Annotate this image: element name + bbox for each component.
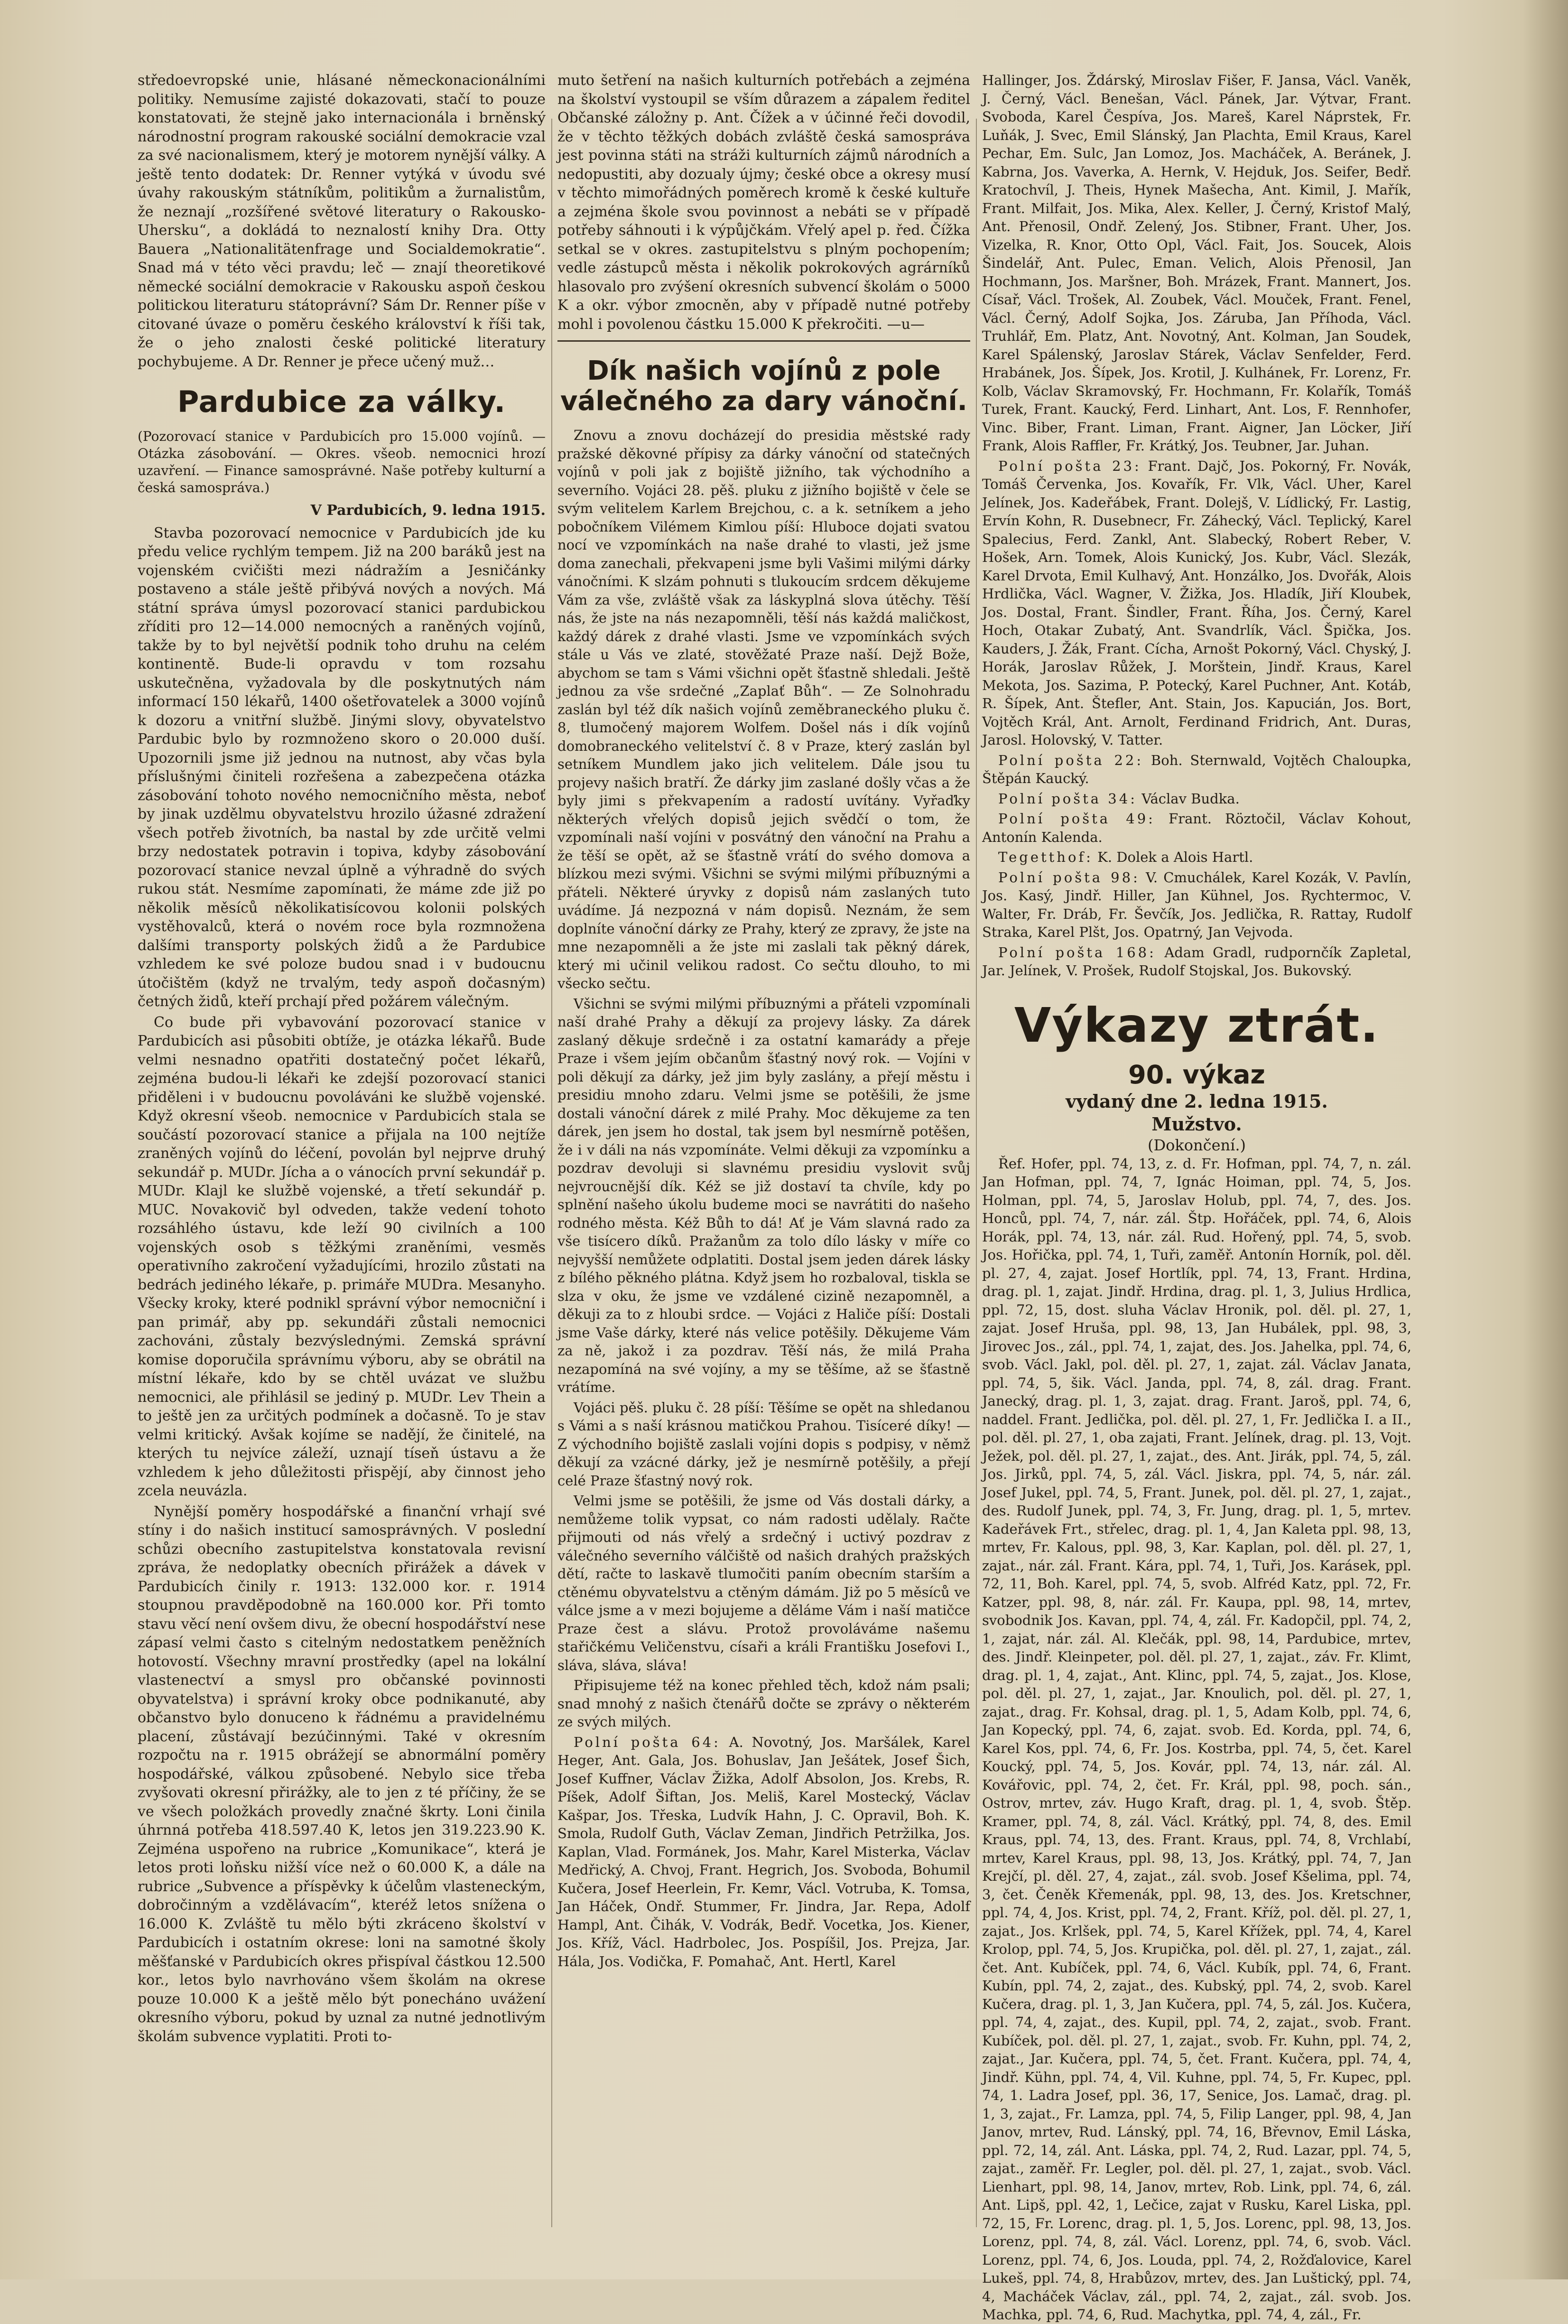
page-edge-shadow — [1523, 0, 1568, 2279]
article-paragraph: Znovu a znovu docházejí do presidia městské rady pražské děkovné přípisy za dárky vánoční od statečných vojínů v poli jak z bojiště jižního, tak východního a severního. Vojáci 28. pěš. pluku z jižního bojiště v čele se svým velitelem Karlem Brejchou, c. a k. setníkem a jeho pobočníkem Vilémem Kimlou píší: Hluboce dojati svatou nocí ve vzpomínkách na naše drahé to vlasti, jež jsme doma zanechali, překvapeni jsme byli Vašimi milými dárky vánočními. K slzám pohnuti s tlukoucím srdcem děkujeme Vám za vše, zvláště však za láskyplná slova útěchy. Těší nás, že jste na nás nezapomněli, těší nás každá maličkost, každý dárek z drahé vlasti. Jsme ve vzpomínkách svých stále u Vás ve zlaté, stověžaté Praze naší. Dejž Bože, abychom se tam s Vámi všichni opět šťastně shledali. Ještě jednou za vše srdečné „Zaplať Bůh“. — Ze Solnohradu zaslán byl též dík našich vojínů zeměbraneckého pluku č. 8, tlumočený majorem Wolfem. Došel nás i dík vojínů domobraneckého velitelství č. 8 v Praze, který zaslán byl setníkem Mundlem jako jich velitelem. Dále jsou tu projevy našich bratří. Že dárky jim zaslané došly včas a že byly jimi s překvapením a radostí uvítány. Vyřaďky některých vřelých dopisů jejich svědčí o tom, že vzpomínali naší vojíni v posvátný den vánoční na Prahu a že těší se opět, až se šťastně vrátí do svého domova a blízkou mezi svými. Všichni se svými milými příbuznými a přáteli. Některé úryvky z dopisů nám zaslaných tuto uvádíme. Já nezpozná v nám dopisů. Neznám, že sem doplníte vánoční dárky ze Prahy, který ze zpravy, že jste na mne nezapomněli a že jste mi zaslali tak pěkný dárek, který mi učinil velikou radost. Co sečtu dlouho, to mi všecko sečtu. — [557, 427, 970, 991]
field-post-names: Václav Budka. — [1141, 790, 1240, 807]
column-1 — [138, 71, 546, 2237]
report-number: 90. výkaz — [1128, 1059, 1265, 1090]
column-2 — [557, 71, 970, 2237]
article-paragraph: Připisujeme též na konec přehled těch, kdož nám psali; snad mnohý z našich čtenářů dočte se zprávy o některém ze svých milých. — [557, 1677, 970, 1730]
field-post-names: Frant. Röztočil, Václav Kohout, Antonín Kalenda. — [982, 811, 1412, 845]
field-post-names: K. Dolek a Alois Hartl. — [1097, 849, 1253, 865]
field-post-entry — [982, 810, 1411, 846]
article-paragraph: Vojáci pěš. pluku č. 28 píší: Těšíme se opět na shledanou s Vámi a s naší krásnou matičkou Prahou. Tisíceré díky! — Z východního bojiště zaslali vojíni dopis s podpisy, v němž děkují za vzácné dárky, jež je nesmírně potěšily, a přejí celé Praze šťastný nový rok. — [557, 1399, 970, 1489]
continuation-note: (Dokončení.) — [1147, 1136, 1246, 1154]
field-post-names: Boh. Sternwald, Vojtěch Chaloupka, Štěpán Kaucký. — [982, 752, 1412, 786]
field-post-label: Polní pošta 49: — [998, 811, 1155, 827]
article-dateline: V Pardubicích, 9. ledna 1915. — [310, 502, 546, 519]
intro-paragraph: středoevropské unie, hlásané německonacionálními politiky. Nemusíme zajisté dokazovati, stačí to pouze konstatovati, že stejně jako internacionála i brněnský národnostní program rakouské sociální demokracie vzal za své nacionalismem, který je motorem nynější války. A ještě tento dodatek: Dr. Renner vytýká v úvodu své úvahy rakouským státníkům, politikům a žurnalistům, že neznají „rozšířené světové literatury o Rakousko-Uhersku“, a dokládá to neznalostí knihy Dra. Otty Bauera „Nationalitätenfrage und Socialdemokratie“. Snad má v této věci pravdu; leč — znají theoretikové německé sociální demokracie v Rakousku aspoň českou politickou literaturu státoprávní? Sám Dr. Renner píše v citované úvaze o poměru českého království k říši tak, že o jeho znalosti české politické literatury pochybujeme. A Dr. Renner je přece učený muž… — [138, 72, 546, 370]
article-subnote: (Pozorovací stanice v Pardubicích pro 15.000 vojínů. — Otázka zásobování. — Okres. všeob. nemocnici hrozí uzavření. — Finance samosprávné. Naše potřeby kulturní a česká samospráva.) — [138, 429, 546, 495]
field-post-label: Polní pošta 98: — [998, 869, 1140, 886]
field-post-label: Tegetthof: — [998, 849, 1093, 865]
article-paragraph: Velmi jsme se potěšili, že jsme od Vás dostali dárky, a nemůžeme tolik vypsat, co nám radosti udělaly. Račte přijmouti od nás vřelý a srdečný i uctivý pozdrav z válečného severního válčiště od našich drahých pražských dětí, račte to laskavě tlumočiti paním obecním starším a ctěnému obyvatelstvu a ctěným dámám. Již po 5 měsíců ve válce jsme a v mezi bojujeme a děláme Vám i naší matičce Praze čest a slávu. Protož provoláváme našemu stařičkému Veličenstvu, císaři a králi Františku Josefovi I., sláva, sláva, sláva! — [557, 1493, 970, 1673]
field-post-label: Polní pošta 168: — [998, 944, 1156, 961]
column-3 — [982, 71, 1412, 2323]
field-post-names: Adam Gradl, rudpornčík Zapletal, Jar. Jelínek, V. Prošek, Rudolf Stojskal, Jos. Bukovský. — [982, 944, 1411, 979]
field-post-names: V. Cmuchálek, Karel Kozák, V. Pavlín, Jos. Kasý, Jindř. Hiller, Jan Kühnel, Jos. Rychtermoc, V. Walter, Fr. Dráb, Fr. Ševčík, Jos. Jedlička, R. Rattay, Rudolf Straka, Karel Plšt, Jos. Opatrný, Jan Vejvoda. — [982, 869, 1412, 940]
field-post-entry — [982, 943, 1411, 980]
divider — [557, 340, 970, 342]
section-title: Mužstvo. — [1151, 1113, 1242, 1135]
column-rule-1 — [551, 119, 552, 2227]
article-heading-pardubice: Pardubice za války. — [177, 384, 506, 419]
field-post-label: Polní pošta 22: — [998, 752, 1144, 768]
field-post-entry — [557, 1733, 970, 1971]
field-post-label: Polní pošta 34: — [998, 790, 1137, 807]
article-paragraph: Co bude při vybavování pozorovací stanice v Pardubicích asi působiti obtíže, je otázka lékařů. Bude velmi nesnadno opatřiti dostatečný počet lékařů, zejména budou-li lékaři ke zdejší pozorovací stanici přiděleni i v budoucnu povoláváni ke službě vojenské. Když okresní všeob. nemocnice v Pardubicích stala se součástí pozorovací stanice a přijala na 100 nejtíže zraněných vojínů do léčení, povolán byl nejprve druhý sekundář p. MUDr. Jícha a o vánocích první sekundář p. MUDr. Klajl ke službě vojenské, a třetí sekundář p. MUC. Novakovič byl odveden, takže vedení tohoto rozsáhlého ústavu, kde leží 90 civilních a 100 vojenských osob s těžkými zraněními, vesměs operativního zakročení vyžadujícími, hrozilo zůstati na bedrách jediného lékaře, p. primáře MUDra. Mesanyho. Všecky kroky, které podnikl správní výbor nemocniční i pan primář, aby pp. sekundáři zůstali nemocnici zachováni, zůstaly bezvýslednými. Zemská správní komise doporučila správnímu výboru, aby se obrátil na místní lékaře, kdo by se chtěl uvázat ve službu nemocnici, ale přihlásil se jediný p. MUDr. Lev Thein a to ještě jen za určitých podmínek a dočasně. To je stav velmi kritický. Avšak kojíme se nadějí, že činitelé, na kterých tu nejvíce záleží, uznají tíseň ústavu a že vzhledem k jeho důležitosti přispějí, aby činnost jeho zcela neuvázla. — [138, 1014, 546, 1499]
article-paragraph: Nynější poměry hospodářské a finanční vrhají své stíny i do našich institucí samosprávných. V poslední schůzi obecního zastupitelstva konstatovala revisní zpráva, že nedoplatky obecních přirážek a dávek v Pardubicích činily r. 1913: 132.000 kor. r. 1914 stoupnou pravděpodobně na 160.000 kor. Při tomto stavu věcí není ovšem divu, že obecní hospodářství nese zápasí velmi často s citelným nedostatkem peněžních hotovostí. Všechny mravní prostředky (apel na lokální vlastenectví a smysl pro občanské povinnosti obyvatelstva) i správní kroky obce podnikanuté, aby občanstvo bylo donuceno k řádnému a pravidelnému placení, zůstávají bezúčinnými. Také v okresním rozpočtu na r. 1915 obrážejí se abnormální poměry hospodářské, válkou způsobené. Nebylo sice třeba zvyšovati okresní přirážky, ale to jen z té příčiny, že se ve všech položkách provedly značné škrty. Loni činila úhrnná potřeba 418.597.40 K, letos jen 319.223.90 K. Zejména uspořeno na rubrice „Komunikace“, která je letos proti loňsku nižší více než o 60.000 K, a dále na rubrice „Subvence a příspěvky k účelům vlasteneckým, dobročinným a vzdělávacím“, kteréž letos snížena o 16.000 K. Zvláště tu mělo býti zkráceno školství v Pardubicích i ostatním okrese: loni na samotné školy měšťanské v Pardubicích okres přispíval částkou 12.500 kor., letos bylo navrhováno všem školám na okrese pouze 10.000 K a ještě mělo být ponecháno uvážení okresního výboru, pokud by uznal za nutné jednotlivým školám subvence vyplatiti. Proti to- — [138, 1503, 546, 2045]
article-paragraph: muto šetření na našich kulturních potřebách a zejména na školství vystoupil se vším důrazem a zápalem ředitel Občanské záložny p. Ant. Čížek a v účinné řeči dovodil, že v těchto těžkých dobách zvláště česká samospráva jest povinna státi na stráži kulturních zájmů národních a nedopustiti, aby dozualy újmy; české obce a okresy musí v těchto mimořádných poměrech kromě k české kultuře a zejména škole svou povinnost a nebáti se v případě potřeby sáhnouti i k výpůjčkám. Vřelý apel p. řed. Čížka setkal se v okres. zastupitelstvu s plným pochopením; vedle zástupců města i několik pokrokových agrárníků hlasovalo pro zvýšení okresních subvencí školám o 5000 K a okr. výbor zmocněn, aby v případě nutné potřeby mohl i povolenou částku 15.000 K překročiti. —u— — [557, 72, 970, 333]
column-rule-2 — [976, 119, 977, 2227]
field-post-entry — [982, 868, 1411, 942]
article-paragraph: Všichni se svými milými příbuznými a přáteli vzpomínali naší drahé Prahy a děkují za projevy lásky. Za dárek zaslaný děkuje srdečně i za ostatní kamarády a přeje Praze i všem jejím občanům šťastný nový rok. — Vojíni v poli děkují za dárky, jež jim byly zaslány, a přejí městu i presidiu mnoho zdaru. Velmi jsme se potěšili, že jsme dostali vánoční dárek z milé Prahy. Moc děkujeme za ten dárek, jen jsem ho dostal, tak jsem byl nesmírně potěšen, že i v dáli na nás vzpomínáte. Velmi děkuji za vzpomínku a pozdrav devoluji si slavnému presidiu vyslovit svůj nejvroucnější dík. Kéž se již dostaví ta chvíle, kdy po splnění našeho úkolu budeme moci se navrátiti do našeho rodného města. Kéž Bůh to dá! Ať je Vám slavná rado za vše tisícero díků. Pražanům za tolo dílo lásky v míře co nejvyšší nemůžete odplatiti. Dostal jsem jeden dárek lásky z bílého pěkného plátna. Když jsem ho rozbaloval, tiskla se slza v oku, že jsme ve vzdálené cizině nezapomněl, a děkuji za to z hloubi srdce. — Vojáci z Haliče píší: Dostali jsme Vaše dárky, které nás velice potěšily. Děkujeme Vám za ně, jakož i za pozdrav. Těší nás, že milá Praha nezapomíná na své vojíny, a my se těšíme, až se šťastně vrátíme. — [557, 995, 970, 1395]
field-post-label: Polní pošta 23: — [998, 457, 1141, 474]
field-post-names: Frant. Dajč, Jos. Pokorný, Fr. Novák, Tomáš Červenka, Jos. Kovařík, Fr. Vlk, Václ. Uher, Karel Jelínek, Jos. Kadeřábek, Frant. Dolejš, V. Lídlický, Fr. Lastig, Ervín Kohn, R. Dusebnecr, Fr. Záhecký, Václ. Teplický, Karel Spalecius, Ferd. Zankl, Ant. Slabecký, Robert Reber, V. Hošek, Arn. Tomek, Alois Kunický, Jos. Kubr, Václ. Slezák, Karel Drvota, Emil Kulhavý, Ant. Honzálko, Jos. Dvořák, Alois Hrdlička, Václ. Wagner, V. Žižka, Jos. Hladík, Jiří Kloubek, Jos. Dostal, Frant. Šindler, Frant. Říha, Jos. Černý, Karel Hoch, Otakar Zubatý, Ant. Svandrlík, Václ. Špička, Jos. Kauders, J. Žák, Frant. Cícha, Arnošt Pokorný, Václ. Chyský, J. Horák, Jaroslav Růžek, J. Morštein, Jindř. Kraus, Karel Mekota, Jos. Sazima, P. Potecký, Karel Puchner, Ant. Kotáb, R. Šípek, Ant. Štefler, Ant. Stain, Jos. Kapucián, Jos. Bort, Vojtěch Král, Ant. Arnolt, Ferdinand Fridrich, Ant. Duras, Jarosl. Holovský, V. Tatter. — [982, 457, 1412, 748]
field-post-entry — [982, 751, 1411, 788]
field-post-label: Polní pošta 64: — [574, 1734, 721, 1750]
field-post-entry — [982, 790, 1411, 808]
names-list: Hallinger, Jos. Ždárský, Miroslav Fišer, F. Jansa, Václ. Vaněk, J. Černý, Václ. Benešan, Václ. Pánek, Jar. Výtvar, Frant. Svoboda, Karel Čespíva, Jos. Mareš, Karel Náprstek, Fr. Luňák, J. Svec, Emil Slánský, Jan Plachta, Emil Kraus, Karel Pechar, Em. Sulc, Jan Lomoz, Jos. Macháček, A. Beránek, J. Kabrna, Jos. Vaverka, A. Hernk, V. Hejduk, Jos. Seifer, Bedř. Kratochvíl, J. Theis, Hynek Mašecha, Ant. Kimil, J. Mařík, Frant. Milfait, Jos. Mika, Alex. Keller, J. Černý, Kristof Malý, Ant. Přenosil, Ondř. Zelený, Jos. Stibner, Frant. Uher, Jos. Vizelka, R. Knor, Otto Opl, Václ. Fait, Jos. Soucek, Alois Šindelář, Ant. Pulec, Eman. Velich, Alois Přenosil, Jan Hochmann, Jos. Maršner, Boh. Mrázek, Frant. Mannert, Jos. Císař, Václ. Trošek, Al. Zoubek, Václ. Mouček, Frant. Fenel, Václ. Černý, Adolf Sojka, Jos. Záruba, Jan Příhoda, Václ. Truhlář, Em. Platz, Ant. Novotný, Ant. Kolman, Jan Soudek, Karel Spálenský, Jaroslav Stárek, Václav Senfelder, Ferd. Hrabánek, Jos. Šípek, Jos. Krotil, J. Kulhánek, Fr. Lorenz, Fr. Kolb, Václav Skramovský, Fr. Hochmann, Fr. Kolařík, Tomáš Turek, Frant. Kaucký, Ferd. Linhart, Ant. Los, F. Rennhofer, Vinc. Biber, Frant. Liman, Frant. Aigner, Jan Löcker, Jiří Frank, Alois Raffler, Fr. Krátký, Jos. Teubner, Jar. Juhan. — [982, 72, 1411, 454]
field-post-names: A. Novotný, Jos. Maršálek, Karel Heger, Ant. Gala, Jos. Bohuslav, Jan Ješátek, Josef Šich, Josef Kuffner, Václav Žižka, Adolf Absolon, Jos. Krebs, R. Píšek, Adolf Šiftan, Jos. Meliš, Karel Mostecký, Václav Kašpar, Jos. Třeska, Ludvík Hahn, J. C. Opravil, Boh. K. Smola, Rudolf Guth, Václav Zeman, Jindřich Petržilka, Jos. Kaplan, Vlad. Formánek, Jos. Mahr, Karel Misterka, Václav Medřický, A. Chvoj, Frant. Hegrich, Jos. Svoboda, Bohumil Kučera, Josef Heerlein, Fr. Kemr, Václ. Votruba, K. Tomsa, Jan Háček, Ondř. Stummer, Fr. Jindra, Jar. Repa, Adolf Hampl, Ant. Čihák, V. Vodrák, Bedř. Vocetka, Jos. Kiener, Jos. Kříž, Václ. Hadrbolec, Jos. Pospíšil, Jos. Prejza, Jar. Hála, Jos. Vodička, F. Pomahač, Ant. Hertl, Karel — [557, 1734, 971, 1969]
article-paragraph: Stavba pozorovací nemocnice v Pardubicích jde ku předu velice rychlým tempem. Již na 200 baráků jest na vojenském cvičišti mezi nádražím a Jesničánky postaveno a stále ještě přibývá nových a nových. Má státní správa úmysl pozorovací stanici pardubickou zříditi pro 12—14.000 nemocných a raněných vojínů, takže by to byl největší podnik toho druhu na celém kontinentě. Bude-li opravdu v tom rozsahu uskutečněna, vyžadovala by dle poskytnutých nám informací 150 lékařů, 1400 ošetřovatelek a 3000 vojínů k dozoru a vnitřní službě. Jinými slovy, obyvatelstvo Pardubic bylo by rozmnoženo skoro o 20.000 duší. Upozornili jsme již jednou na nutnost, aby včas byla příslušnými činiteli rozřešena a zabezpečena otázka zásobování tohoto nového nemocničního města, neboť by jinak uzdělmu obyvatelstvu hrozilo úžasné zdražení všech potřeb životních, ba nastal by zde určitě velmi brzy nedostatek potravin i topiva, kdyby zásobování pozorovací stanice nevzal úplně a výhradně do svých rukou stát. Nesmíme zapomínati, že máme zde již po několik měsíců několikatisícovou kolonii polských vystěhovalců, která o novém roce byla rozmnožena dalšími transporty polských židů a že Pardubice vzhledem ke své poloze budou snad i v budoucnu útočištěm (když ne trvalým, tedy aspoň dočasným) četných židů, kteří prchají před požárem válečným. — [138, 524, 546, 1010]
article-heading-dik: Dík našich vojínů z pole válečného za dary vánoční. — [560, 355, 967, 417]
field-post-entry — [982, 848, 1411, 867]
report-date: vydaný dne 2. ledna 1915. — [1066, 1090, 1328, 1112]
losses-heading: Výkazy ztrát. — [1014, 997, 1380, 1053]
field-post-entry — [982, 457, 1411, 749]
losses-list: Řef. Hofer, ppl. 74, 13, z. d. Fr. Hofman, ppl. 74, 7, n. zál. Jan Hofman, ppl. 74, 7, Ignác Hoiman, ppl. 74, 5, Jos. Holman, ppl. 74, 5, Jaroslav Holub, ppl. 74, 7, des. Jos. Honců, ppl. 74, 7, nár. zál. Štp. Hořáček, ppl. 74, 6, Alois Horák, ppl. 74, 13, nár. zál. Rud. Hořený, ppl. 74, 5, svob. Jos. Hořička, ppl. 74, 1, Tuři, zaměř. Antonín Horník, pol. děl. pl. 27, 4, zajat. Josef Hortlík, ppl. 74, 13, Frant. Hrdina, drag. pl. 1, zajat. Jindř. Hrdina, drag. pl. 1, 3, Julius Hrdlica, ppl. 72, 15, dost. sluha Václav Hronik, pol. děl. pl. 27, 1, zajat. Josef Hruša, ppl. 98, 13, Jan Hubálek, ppl. 98, 3, Jirovec Jos., zál., ppl. 74, 1, zajat, des. Jos. Jahelka, ppl. 74, 6, svob. Václ. Jakl, pol. děl. pl. 27, 1, zajat. zál. Václav Janata, ppl. 74, 5, šik. Václ. Janda, ppl. 74, 8, zál. drag. Frant. Janecký, drag. pl. 1, 3, zajat. drag. Frant. Jaroš, ppl. 74, 6, naddel. Frant. Jedlička, pol. děl. pl. 27, 1, Fr. Jedlička I. a II., pol. děl. pl. 27, 1, oba zajati, Frant. Jelínek, drag. pl. 13, Vojt. Ježek, pol. děl. pl. 27, 1, zajat., des. Ant. Jirák, ppl. 74, 5, zál. Jos. Jirků, ppl. 74, 5, zál. Václ. Jiskra, ppl. 74, 5, nár. zál. Josef Jukel, ppl. 74, 5, Frant. Junek, pol. děl. pl. 27, 1, zajat., des. Rudolf Junek, ppl. 74, 3, Fr. Jung, drag. pl. 1, 5, mrtev. Kadeřávek Frt., střelec, drag. pl. 1, 4, Jan Kaleta ppl. 98, 13, mrtev, Fr. Kalous, ppl. 98, 3, Kar. Kaplan, pol. děl. pl. 27, 1, zajat., nár. zál. Frant. Kára, ppl. 74, 1, Tuři, Jos. Karásek, ppl. 72, 11, Boh. Karel, ppl. 74, 5, svob. Alfréd Katz, ppl. 72, Fr. Katzer, ppl. 98, 8, nár. zál. Fr. Kaupa, ppl. 98, 14, mrtev, svobodnik Jos. Kavan, ppl. 74, 4, zál. Fr. Kadopčil, ppl. 74, 2, 1, zajat, nár. zál. Al. Klečák, ppl. 98, 14, Pardubice, mrtev, des. Jindř. Kleinpeter, pol. děl. pl. 27, 1, zajat., záv. Fr. Klimt, drag. pl. 1, 4, zajat., Ant. Klinc, ppl. 74, 5, zajat., Jos. Klose, pol. děl. pl. 27, 1, zajat., Jar. Knoulich, pol. děl. pl. 27, 1, zajat., drag. Fr. Kohsal, drag. pl. 1, 5, Adam Kolb, ppl. 74, 6, Jan Kopecký, ppl. 74, 6, zajat. svob. Ed. Korda, ppl. 74, 6, Karel Kos, ppl. 74, 6, Fr. Jos. Kostrba, ppl. 74, 5, čet. Karel Koucký, ppl. 74, 5, Jos. Kovár, ppl. 74, 13, nár. zál. Al. Kovářovic, ppl. 74, 2, čet. Fr. Král, ppl. 98, poch. sán., Ostrov, mrtev, záv. Hugo Kraft, drag. pl. 1, 4, svob. Štěp. Kramer, ppl. 74, 8, zál. Václ. Krátký, ppl. 74, 8, des. Emil Kraus, ppl. 74, 13, des. Frant. Kraus, ppl. 74, 8, Vrchlabí, mrtev, Karel Kraus, ppl. 98, 13, Jos. Krátký, ppl. 74, 7, Jan Krejčí, pl. děl. 27, 4, zajat., zál. svob. Josef Kšelima, ppl. 74, 3, čet. Čeněk Křemenák, ppl. 98, 13, des. Jos. Kretschner, ppl. 74, 4, Jos. Krist, ppl. 74, 2, Frant. Kříž, pol. děl. pl. 27, 1, zajat., Jos. Krlšek, ppl. 74, 5, Karel Křížek, ppl. 74, 4, Karel Krolop, ppl. 74, 5, Jos. Krupička, pol. děl. pl. 27, 1, zajat., zál. čet. Ant. Kubíček, ppl. 74, 6, Václ. Kubík, ppl. 74, 6, Frant. Kubín, ppl. 74, 2, zajat., des. Kubský, ppl. 74, 2, svob. Karel Kučera, drag. pl. 1, 3, Jan Kučera, ppl. 74, 5, zál. Jos. Kučera, ppl. 74, 4, zajat., des. Kupil, ppl. 74, 2, zajat., svob. Frant. Kubíček, pol. děl. pl. 27, 1, zajat., svob. Fr. Kuhn, ppl. 74, 2, zajat., Jar. Kučera, ppl. 74, 5, čet. Frant. Kučera, ppl. 74, 4, Jindř. Kühn, ppl. 74, 4, Vil. Kuhne, ppl. 74, 5, Fr. Kupec, ppl. 74, 1. Ladra Josef, ppl. 36, 17, Senice, Jos. Lamač, drag. pl. 1, 3, zajat., Fr. Lamza, ppl. 74, 5, Filip Langer, ppl. 98, 4, Jan Janov, mrtev, Rud. Lánský, ppl. 74, 16, Břevnov, Emil Láska, ppl. 72, 14, zál. Ant. Láska, ppl. 74, 2, Rud. Lazar, ppl. 74, 5, zajat., zaměř. Fr. Legler, pol. děl. pl. 27, 1, zajat., svob. Václ. Lienhart, ppl. 98, 14, Janov, mrtev, Rob. Link, ppl. 74, 6, zál. Ant. Lipš, ppl. 42, 1, Lečice, zajat v Rusku, Karel Liska, ppl. 72, 15, Fr. Lorenc, drag. pl. 1, 5, Jos. Lorenc, ppl. 98, 13, Jos. Lorenz, ppl. 74, 8, zál. Václ. Lorenz, ppl. 74, 6, svob. Václ. Lorenz, ppl. 74, 6, Jos. Louda, ppl. 74, 2, Rožďalovice, Karel Lukeš, ppl. 74, 8, Hrabůzov, mrtev, des. Jan Luštický, ppl. 74, 4, Macháček Václav, zál., ppl. 74, 2, zajat., zál. svob. Jos. Machka, ppl. 74, 6, Rud. Machytka, ppl. 74, 4, zál., Fr. — [982, 1155, 1411, 2323]
